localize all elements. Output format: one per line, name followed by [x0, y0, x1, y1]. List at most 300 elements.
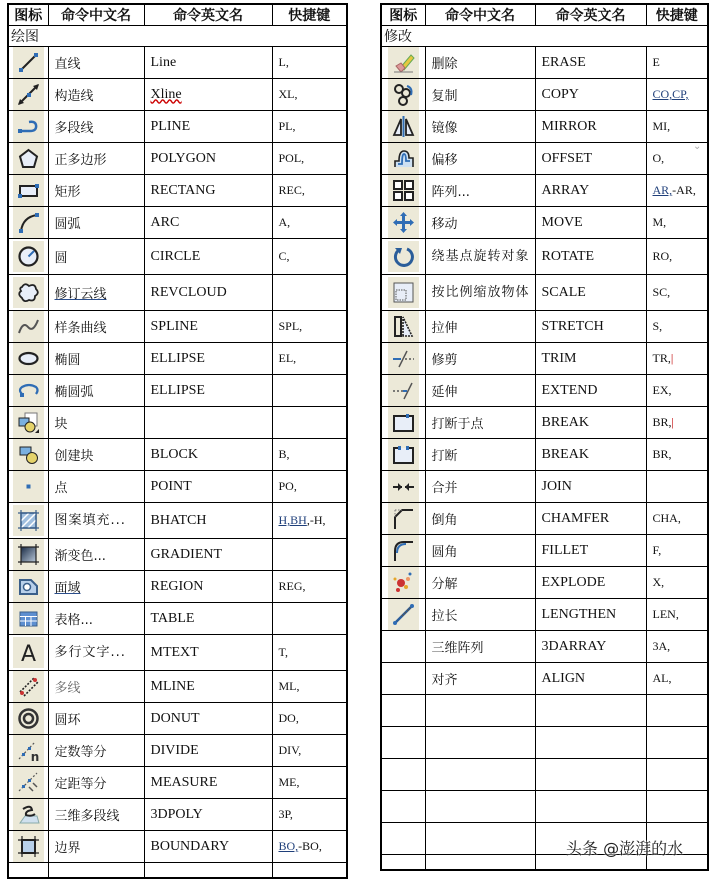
- table-row: [381, 535, 708, 567]
- command-en-name: [144, 407, 272, 439]
- empty-cell: [144, 863, 272, 879]
- command-cn-name: 延伸: [425, 375, 535, 407]
- command-shortcut: [272, 407, 347, 439]
- command-en-name: GRADIENT: [144, 539, 272, 571]
- command-shortcut: [646, 631, 708, 663]
- table-row: [8, 471, 347, 503]
- shortcut-text: ME,: [278, 775, 300, 789]
- command-shortcut: [272, 831, 347, 863]
- break-at-point-icon: [388, 407, 419, 438]
- command-en-name: REVCLOUD: [144, 275, 272, 311]
- icon-cell: [381, 311, 425, 343]
- command-shortcut: [272, 275, 347, 311]
- command-shortcut: [272, 503, 347, 539]
- scale-icon: [388, 277, 419, 308]
- shortcut-text: SC,: [652, 285, 671, 299]
- command-shortcut: [646, 599, 708, 631]
- shortcut-text: POL,: [278, 151, 305, 165]
- region-icon: [13, 571, 44, 602]
- command-shortcut: [646, 439, 708, 471]
- table-row: [8, 539, 347, 571]
- table-row: [381, 663, 708, 695]
- col-en-header: 命令英文名: [535, 4, 646, 26]
- command-cn-name: 表格...: [48, 603, 144, 635]
- command-en-name: ARC: [144, 207, 272, 239]
- table-row: [381, 207, 708, 239]
- command-shortcut: [646, 471, 708, 503]
- shortcut-underlined-part: BO,: [278, 839, 299, 853]
- table-row: [8, 79, 347, 111]
- shortcut-text: REG,: [278, 579, 306, 593]
- command-en-name: ALIGN: [535, 663, 646, 695]
- empty-icon-slot: [388, 695, 419, 726]
- command-shortcut: [646, 759, 708, 791]
- command-en-name: POLYGON: [144, 143, 272, 175]
- command-en-name: SPLINE: [144, 311, 272, 343]
- command-cn-name: 直线: [48, 47, 144, 79]
- shortcut-text: O,: [652, 151, 665, 165]
- command-cn-name: 三维阵列: [425, 631, 535, 663]
- icon-cell: [381, 275, 425, 311]
- command-en-name: JOIN: [535, 471, 646, 503]
- icon-cell: [8, 539, 48, 571]
- shortcut-text: LEN,: [652, 607, 679, 621]
- command-en-name: BREAK: [535, 407, 646, 439]
- command-shortcut: [646, 791, 708, 823]
- boundary-icon: [13, 831, 44, 862]
- icon-cell: [8, 603, 48, 635]
- command-shortcut: [646, 207, 708, 239]
- shortcut-text: B,: [278, 447, 290, 461]
- command-en-name: Line: [144, 47, 272, 79]
- command-shortcut: [272, 207, 347, 239]
- trim-icon: [388, 343, 419, 374]
- shortcut-text: MI,: [652, 119, 671, 133]
- join-icon: [388, 471, 419, 502]
- table-row: [8, 831, 347, 863]
- icon-cell: [8, 471, 48, 503]
- command-cn-name: 多行文字...: [48, 635, 144, 671]
- command-shortcut: [646, 311, 708, 343]
- shortcut-text: X,: [652, 575, 665, 589]
- command-en-name: STRETCH: [535, 311, 646, 343]
- extend-icon: [388, 375, 419, 406]
- command-cn-name: 打断于点: [425, 407, 535, 439]
- header-row: [381, 4, 708, 26]
- shortcut-text: F,: [652, 543, 662, 557]
- table-row: [381, 503, 708, 535]
- table-row: [8, 703, 347, 735]
- command-en-name: [535, 695, 646, 727]
- table-row: [8, 311, 347, 343]
- icon-cell: [381, 663, 425, 695]
- table-row: [381, 599, 708, 631]
- spline-icon: [13, 311, 44, 342]
- col-en-header: 命令英文名: [144, 4, 272, 26]
- icon-cell: [381, 439, 425, 471]
- table-row: [381, 631, 708, 663]
- icon-cell: [8, 143, 48, 175]
- command-shortcut: [272, 79, 347, 111]
- erase-icon: [388, 47, 419, 78]
- command-shortcut: [272, 47, 347, 79]
- table-row: [8, 439, 347, 471]
- icon-cell: [381, 239, 425, 275]
- draw-commands-table: [7, 3, 348, 879]
- command-en-name: OFFSET: [535, 143, 646, 175]
- icon-cell: [8, 343, 48, 375]
- empty-icon-slot: [388, 823, 419, 854]
- empty-icon-slot: [388, 791, 419, 822]
- shortcut-text: CHA,: [652, 511, 681, 525]
- shortcut-text: BR,: [652, 447, 672, 461]
- icon-cell: [8, 111, 48, 143]
- icon-cell: [381, 471, 425, 503]
- shortcut-rest: ,-H,: [306, 513, 326, 527]
- arc-icon: [13, 207, 44, 238]
- table-row: [381, 695, 708, 727]
- command-shortcut: [272, 175, 347, 207]
- command-en-name: 3DARRAY: [535, 631, 646, 663]
- command-shortcut: [272, 239, 347, 275]
- command-shortcut: [646, 503, 708, 535]
- icon-cell: [381, 567, 425, 599]
- shortcut-text: XL,: [278, 87, 298, 101]
- command-en-name: DIVIDE: [144, 735, 272, 767]
- command-en-name: ROTATE: [535, 239, 646, 275]
- polygon-icon: [13, 143, 44, 174]
- icon-cell: [8, 79, 48, 111]
- command-en-name: TRIM: [535, 343, 646, 375]
- command-en-name: MTEXT: [144, 635, 272, 671]
- command-cn-name: 面域: [48, 571, 144, 603]
- command-cn-name: 椭圆弧: [48, 375, 144, 407]
- gradient-icon: [13, 539, 44, 570]
- empty-cell: [272, 863, 347, 879]
- ellipse-arc-icon: [13, 375, 44, 406]
- command-shortcut: [646, 275, 708, 311]
- shortcut-text: 3P,: [278, 807, 293, 821]
- table-row: [8, 175, 347, 207]
- command-cn-name: 定数等分: [48, 735, 144, 767]
- table-row: [8, 343, 347, 375]
- shortcut-text: EL,: [278, 351, 297, 365]
- circle-icon: [13, 241, 44, 272]
- polyline-icon: [13, 111, 44, 142]
- explode-icon: [388, 567, 419, 598]
- command-en-name: EXPLODE: [535, 567, 646, 599]
- table-row: [381, 567, 708, 599]
- shortcut-text: M,: [652, 215, 667, 229]
- command-shortcut: [646, 111, 708, 143]
- command-shortcut: [272, 799, 347, 831]
- command-en-name: MIRROR: [535, 111, 646, 143]
- icon-cell: [8, 47, 48, 79]
- command-cn-name: [425, 791, 535, 823]
- icon-cell: [381, 111, 425, 143]
- shortcut-text: PO,: [278, 479, 297, 493]
- command-shortcut: [646, 79, 708, 111]
- empty-cell: [8, 863, 48, 879]
- table-row: [8, 571, 347, 603]
- command-en-name: ELLIPSE: [144, 343, 272, 375]
- icon-cell: [381, 727, 425, 759]
- command-cn-name: 删除: [425, 47, 535, 79]
- command-shortcut: [646, 47, 708, 79]
- command-cn-name: 矩形: [48, 175, 144, 207]
- move-icon: [388, 207, 419, 238]
- table-row: [8, 239, 347, 275]
- command-cn-name: [425, 727, 535, 759]
- create-block-icon: [13, 439, 44, 470]
- command-shortcut: [272, 343, 347, 375]
- table-row: [8, 635, 347, 671]
- command-shortcut: [272, 375, 347, 407]
- command-cn-name: 拉伸: [425, 311, 535, 343]
- 3dpoly-icon: [13, 799, 44, 830]
- icon-cell: [381, 631, 425, 663]
- shortcut-text: AL,: [652, 671, 672, 685]
- shortcut-text: DO,: [278, 711, 299, 725]
- measure-icon: [13, 767, 44, 798]
- icon-cell: [8, 767, 48, 799]
- command-en-name: MEASURE: [144, 767, 272, 799]
- point-icon: [13, 471, 44, 502]
- command-shortcut: [272, 703, 347, 735]
- command-shortcut: [646, 343, 708, 375]
- command-en-name: EXTEND: [535, 375, 646, 407]
- rectangle-icon: [13, 175, 44, 206]
- col-shortcut-header: 快捷键: [272, 4, 347, 26]
- table-row: [381, 239, 708, 275]
- shortcut-rest: -AR,: [672, 183, 696, 197]
- command-shortcut: [272, 767, 347, 799]
- table-row: [381, 143, 708, 175]
- icon-cell: [381, 759, 425, 791]
- xline-icon: [13, 79, 44, 110]
- command-shortcut: [272, 111, 347, 143]
- command-en-name: DONUT: [144, 703, 272, 735]
- col-icon-header: 图标: [8, 4, 48, 26]
- icon-cell: [381, 599, 425, 631]
- hatch-icon: [13, 505, 44, 536]
- command-en-name: CHAMFER: [535, 503, 646, 535]
- table-row: [8, 767, 347, 799]
- table-row: [381, 79, 708, 111]
- command-cn-name: 多段线: [48, 111, 144, 143]
- command-cn-name: 三维多段线: [48, 799, 144, 831]
- command-en-name: ERASE: [535, 47, 646, 79]
- command-cn-name: 分解: [425, 567, 535, 599]
- donut-icon: [13, 703, 44, 734]
- icon-cell: [8, 239, 48, 275]
- icon-cell: [8, 311, 48, 343]
- table-row: [8, 671, 347, 703]
- shortcut-text: 3A,: [652, 639, 671, 653]
- command-cn-name: 构造线: [48, 79, 144, 111]
- empty-cell: [48, 863, 144, 879]
- command-en-name: PLINE: [144, 111, 272, 143]
- icon-cell: [8, 503, 48, 539]
- command-cn-name: 拉长: [425, 599, 535, 631]
- ellipse-icon: [13, 343, 44, 374]
- command-en-name: [535, 759, 646, 791]
- command-en-name: MOVE: [535, 207, 646, 239]
- command-shortcut: [272, 143, 347, 175]
- command-cn-name: 圆: [48, 239, 144, 275]
- command-cn-name: [425, 759, 535, 791]
- icon-cell: [8, 635, 48, 671]
- command-en-name: Xline: [144, 79, 272, 111]
- icon-cell: [8, 175, 48, 207]
- rotate-icon: [388, 241, 419, 272]
- fillet-icon: [388, 535, 419, 566]
- table-row: [381, 343, 708, 375]
- command-cn-name: 椭圆: [48, 343, 144, 375]
- command-cn-name: 修订云线: [48, 275, 144, 311]
- command-en-name: [535, 727, 646, 759]
- icon-cell: [8, 275, 48, 311]
- empty-icon-slot: [388, 631, 419, 662]
- table-row: [8, 799, 347, 831]
- command-en-name: LENGTHEN: [535, 599, 646, 631]
- command-shortcut: [646, 727, 708, 759]
- command-cn-name: 合并: [425, 471, 535, 503]
- shortcut-underlined-part: AR,: [652, 183, 673, 197]
- command-en-name: BHATCH: [144, 503, 272, 539]
- command-shortcut: [272, 539, 347, 571]
- icon-cell: [8, 207, 48, 239]
- command-en-name: RECTANG: [144, 175, 272, 207]
- icon-cell: [381, 791, 425, 823]
- command-en-name: BREAK: [535, 439, 646, 471]
- icon-cell: [381, 535, 425, 567]
- table-row: [381, 791, 708, 823]
- command-cn-name: [425, 823, 535, 855]
- table-row: [8, 275, 347, 311]
- command-cn-name: 图案填充...: [48, 503, 144, 539]
- command-shortcut: [272, 735, 347, 767]
- command-cn-name: 正多边形: [48, 143, 144, 175]
- modify-commands-table: [380, 3, 709, 871]
- command-shortcut: [646, 175, 708, 207]
- shortcut-text: TR,: [652, 351, 671, 365]
- table-row: [381, 759, 708, 791]
- shortcut-underlined-part: CO,CP,: [652, 87, 689, 101]
- icon-cell: [381, 79, 425, 111]
- command-cn-name: 圆弧: [48, 207, 144, 239]
- section-row: [381, 26, 708, 47]
- command-cn-name: 镜像: [425, 111, 535, 143]
- command-cn-name: 多线: [48, 671, 144, 703]
- table-row: [8, 603, 347, 635]
- shortcut-text: RO,: [652, 249, 673, 263]
- lengthen-icon: [388, 599, 419, 630]
- table-row: [381, 275, 708, 311]
- shortcut-underlined-part: H,BH: [278, 513, 307, 527]
- command-cn-name: 阵列...: [425, 175, 535, 207]
- empty-cell: [425, 855, 535, 871]
- icon-cell: [8, 375, 48, 407]
- command-cn-name: 偏移: [425, 143, 535, 175]
- command-shortcut: [272, 311, 347, 343]
- command-shortcut: [272, 671, 347, 703]
- command-cn-name: 移动: [425, 207, 535, 239]
- mtext-icon: [13, 637, 44, 668]
- icon-cell: [381, 823, 425, 855]
- command-shortcut: [646, 535, 708, 567]
- command-en-name: COPY: [535, 79, 646, 111]
- table-row-empty: [8, 863, 347, 879]
- command-en-name: [535, 791, 646, 823]
- command-en-name: ELLIPSE: [144, 375, 272, 407]
- svg-text:n: n: [30, 750, 40, 762]
- command-shortcut: [272, 471, 347, 503]
- chamfer-icon: [388, 503, 419, 534]
- shortcut-text: REC,: [278, 183, 305, 197]
- icon-cell: [8, 671, 48, 703]
- table-row: [381, 439, 708, 471]
- command-en-name: FILLET: [535, 535, 646, 567]
- icon-cell: [381, 207, 425, 239]
- shortcut-text: A,: [278, 215, 291, 229]
- command-cn-name: 样条曲线: [48, 311, 144, 343]
- command-cn-name: 对齐: [425, 663, 535, 695]
- command-shortcut: [272, 439, 347, 471]
- command-shortcut: [272, 571, 347, 603]
- command-en-name: TABLE: [144, 603, 272, 635]
- command-en-name: BLOCK: [144, 439, 272, 471]
- break-icon: [388, 439, 419, 470]
- command-cn-name: [425, 695, 535, 727]
- table-row: [8, 407, 347, 439]
- col-icon-header: 图标: [381, 4, 425, 26]
- copy-icon: [388, 79, 419, 110]
- command-en-name: BOUNDARY: [144, 831, 272, 863]
- command-en-name: POINT: [144, 471, 272, 503]
- table-icon: [13, 603, 44, 634]
- command-cn-name: 复制: [425, 79, 535, 111]
- col-shortcut-header: 快捷键: [646, 4, 708, 26]
- text-cursor-icon: |: [670, 351, 674, 365]
- table-row: [8, 207, 347, 239]
- divide-icon: [13, 735, 44, 766]
- shortcut-text: EX,: [652, 383, 672, 397]
- empty-icon-slot: [388, 759, 419, 790]
- command-cn-name: 圆环: [48, 703, 144, 735]
- command-cn-name: 块: [48, 407, 144, 439]
- insert-block-icon: [13, 407, 44, 438]
- icon-cell: [381, 375, 425, 407]
- table-row: [8, 503, 347, 539]
- shortcut-rest: -BO,: [298, 839, 322, 853]
- icon-cell: [381, 695, 425, 727]
- mline-icon: [13, 671, 44, 702]
- watermark: 头条 @澎湃的水: [566, 839, 684, 858]
- table-row: [381, 47, 708, 79]
- command-en-name: CIRCLE: [144, 239, 272, 275]
- command-shortcut: [646, 239, 708, 275]
- icon-cell: [381, 343, 425, 375]
- text-cursor-icon: |: [671, 415, 674, 429]
- command-shortcut: [272, 603, 347, 635]
- shortcut-text: ML,: [278, 679, 300, 693]
- icon-cell: [381, 47, 425, 79]
- command-shortcut: [646, 567, 708, 599]
- section-title-draw: 绘图: [8, 26, 347, 47]
- icon-cell: [8, 407, 48, 439]
- command-en-name: SCALE: [535, 275, 646, 311]
